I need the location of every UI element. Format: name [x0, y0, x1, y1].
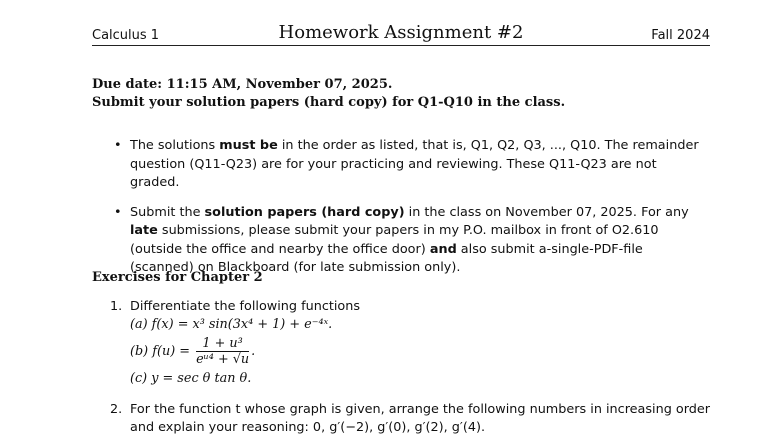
instruction-text: Submit the — [130, 204, 205, 220]
exercise-1 — [110, 298, 360, 388]
section-title: Exercises for Chapter 2 — [92, 270, 263, 285]
instruction-item-order — [110, 137, 710, 193]
term-label: Fall 2024 — [651, 28, 710, 43]
course-name: Calculus 1 — [92, 28, 160, 43]
fraction — [196, 336, 249, 367]
header-rule — [92, 45, 710, 46]
page-header — [92, 22, 710, 46]
exercise-prompt: For the function t whose graph is given, arrange the following numbers in increasing order — [130, 402, 711, 417]
instruction-emphasis: and — [429, 241, 457, 257]
exercise-part-a: (a) f(x) = x³ sin(3x⁴ + 1) + e⁻⁴ˣ. — [130, 317, 333, 332]
bullet-icon: • — [114, 204, 122, 220]
exercise-part-c: (c) y = sec θ tan θ. — [130, 371, 252, 386]
instruction-text: submissions, please submit your papers in my P.O. mailbox in front of O2.610 (outside the office and nearby the office door) — [130, 223, 659, 257]
exercise-2 — [110, 401, 710, 437]
instructions-list — [110, 137, 710, 289]
instruction-text: in the order as listed, that is, Q1, Q2, Q3, ..., Q10. The remainder question (Q11-Q23) are for your practicing and reviewing. These Q11-Q23 are not graded. — [130, 138, 699, 190]
assignment-title: Homework Assignment #2 — [278, 22, 524, 43]
submit-instruction: Submit your solution papers (hard copy) for Q1-Q10 in the class. — [92, 95, 566, 110]
instruction-text: The solutions — [130, 138, 220, 153]
instruction-text: also submit a-single-PDF-file (scanned) on Blackboard (for late submission only). — [130, 241, 643, 275]
fraction-denominator: eᵘ⁴ + √u — [196, 352, 250, 367]
due-date: Due date: 11:15 AM, November 07, 2025. — [92, 77, 393, 92]
part-b-label: (b) f(u) = — [130, 344, 190, 359]
due-block — [92, 76, 565, 112]
bullet-icon: • — [114, 138, 122, 153]
instruction-emphasis: solution papers (hard copy) — [204, 204, 405, 220]
instruction-text: in the class on November 07, 2025. For any — [404, 204, 689, 220]
exercise-number: 2. — [110, 402, 123, 417]
fraction-numerator: 1 + u³ — [196, 336, 249, 352]
exercise-prompt-continued: and explain your reasoning: 0, g′(−2), g′(0), g′(2), g′(4). — [130, 420, 486, 435]
instruction-emphasis: must be — [219, 138, 278, 153]
instruction-item-submission — [110, 204, 710, 278]
exercise-prompt: Differentiate the following functions — [130, 299, 361, 314]
exercise-number: 1. — [110, 299, 123, 314]
instruction-emphasis: late — [130, 223, 158, 238]
exercise-part-b: (b) f(u) = $\frac{\text{1 + u³}}{\text{eᵘ⁴ + √u}}$ . — [130, 336, 256, 367]
